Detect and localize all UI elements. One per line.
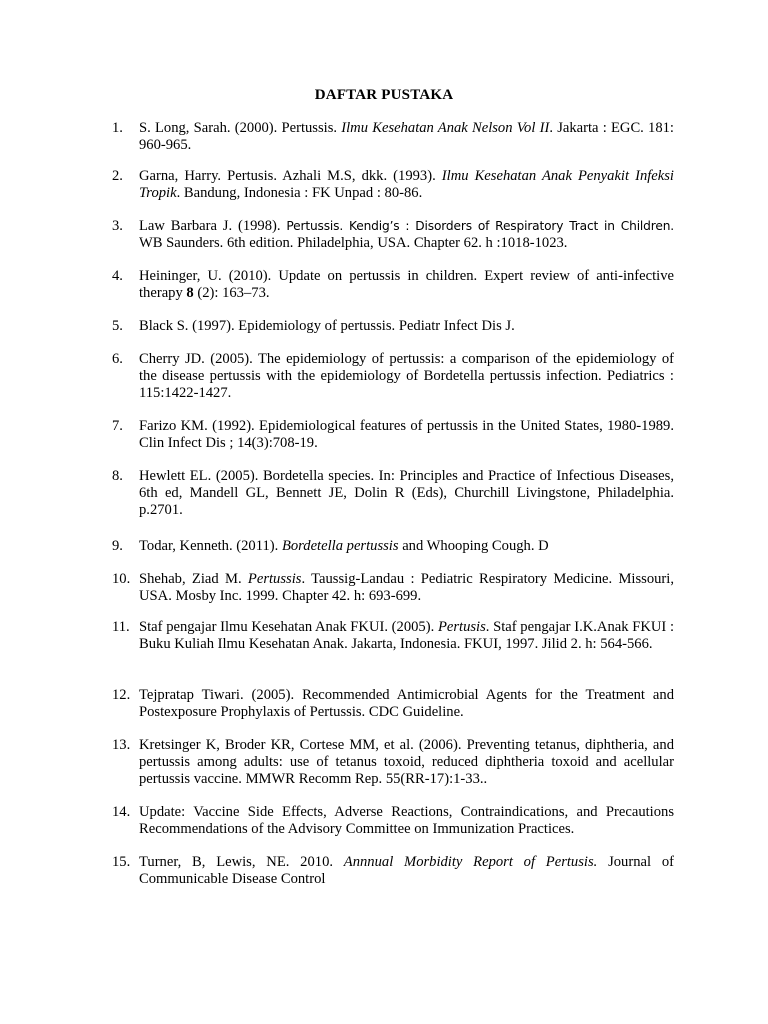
reference-text-segment: Black S. (1997). Epidemiology of pertussis. Pediatr Infect Dis J. — [139, 318, 515, 334]
reference-item-10 — [112, 571, 674, 605]
reference-number: 11. — [112, 619, 130, 635]
reference-text — [139, 468, 674, 518]
reference-item-3 — [112, 218, 674, 252]
reference-item-8 — [112, 468, 674, 519]
reference-text — [139, 854, 674, 887]
reference-text — [139, 168, 674, 201]
reference-text — [139, 538, 549, 554]
reference-text-segment: Bordetella pertussis — [281, 538, 399, 554]
reference-item-12 — [112, 687, 674, 721]
reference-text-segment: Hewlett EL. (2005). Bordetella species. In: Principles and Practice of Infectious Diseases, 6th ed, Mandell GL, Bennett JE, Dolin R (Eds), Churchill Livingstone, Philadelphia. p.2701. — [139, 468, 674, 518]
reference-number: 12. — [112, 687, 131, 703]
reference-text — [139, 571, 674, 604]
reference-number: 7. — [112, 418, 123, 434]
reference-text — [139, 804, 674, 837]
reference-text-segment: WB Saunders. 6th edition. Philadelphia, USA. Chapter 62. h :1018-1023. — [139, 235, 568, 251]
reference-text — [139, 687, 674, 720]
reference-number: 4. — [112, 268, 123, 284]
reference-text — [139, 120, 674, 153]
reference-text-segment: Pertussis. Kendig’s : Disorders of Respiratory Tract in Children. — [286, 219, 674, 233]
reference-text — [139, 619, 674, 652]
reference-text-segment: Ilmu Kesehatan Anak Nelson Vol II — [341, 120, 550, 136]
reference-text-segment: S. Long, Sarah. (2000). Pertussis. — [139, 120, 342, 136]
reference-text — [139, 737, 674, 787]
reference-text-segment: Pertusis — [437, 619, 486, 635]
reference-text-segment: Pertussis — [247, 571, 302, 587]
reference-text-segment: Update: Vaccine Side Effects, Adverse Reactions, Contraindications, and Precautions Recommendations of the Advisory Committee on Immunization Practices. — [139, 804, 674, 837]
reference-text-segment: . Taussig-Landau : Pediatric Respiratory Medicine. Missouri, USA. Mosby Inc. 1999. Chapter 42. h: 693-699. — [139, 571, 674, 604]
reference-number: 14. — [112, 804, 131, 820]
reference-item-14 — [112, 804, 674, 838]
reference-text-segment: Tejpratap Tiwari. (2005). Recommended Antimicrobial Agents for the Treatment and Postexposure Prophylaxis of Pertussis. CDC Guideline. — [139, 687, 674, 720]
reference-number: 13. — [112, 737, 131, 753]
page-title: DAFTAR PUSTAKA — [314, 87, 454, 103]
reference-text-segment: Law Barbara J. (1998). — [139, 218, 287, 234]
reference-number: 9. — [112, 538, 123, 554]
reference-number: 15. — [112, 854, 131, 870]
reference-text-segment: Annnual Morbidity Report of Pertusis. — [343, 854, 598, 870]
reference-text-segment: . Jakarta : EGC. 181: 960-965. — [139, 120, 674, 153]
reference-text-segment: Kretsinger K, Broder KR, Cortese MM, et al. (2006). Preventing tetanus, diphtheria, and pertussis among adults: use of tetanus toxoid, reduced diphtheria toxoid and acellular pertussis vaccine. MMWR Recomm Rep. 55(RR-17):1-33.. — [139, 737, 674, 787]
reference-item-15 — [112, 854, 674, 888]
reference-text-segment: (2): 163–73. — [193, 285, 270, 301]
reference-item-1 — [112, 120, 674, 154]
reference-text — [139, 418, 674, 451]
reference-item-2 — [112, 168, 674, 202]
reference-number: 3. — [112, 218, 123, 234]
reference-text — [139, 318, 515, 334]
reference-text-segment: Journal of Communicable Disease Control — [139, 854, 674, 887]
reference-number: 8. — [112, 468, 123, 484]
reference-text — [139, 268, 674, 301]
reference-text-segment: Ilmu Kesehatan Anak Penyakit Infeksi Tropik — [139, 168, 674, 201]
reference-text-segment: Cherry JD. (2005). The epidemiology of pertussis: a comparison of the epidemiology of the disease pertussis with the epidemiology of Bordetella pertussis infection. Pediatrics : 115:1422-1427. — [139, 351, 674, 401]
reference-text — [139, 351, 674, 401]
reference-text-segment: Farizo KM. (1992). Epidemiological features of pertussis in the United States, 1980-1989. Clin Infect Dis ; 14(3):708-19. — [139, 418, 674, 451]
reference-item-11 — [112, 619, 674, 653]
reference-text-segment: Turner, B, Lewis, NE. 2010. — [139, 854, 344, 870]
reference-number: 5. — [112, 318, 123, 334]
reference-text-segment: Garna, Harry. Pertusis. Azhali M.S, dkk. (1993). — [139, 168, 442, 184]
reference-text-segment: Staf pengajar Ilmu Kesehatan Anak FKUI. (2005). — [139, 619, 438, 635]
reference-text-segment: . Staf pengajar I.K.Anak FKUI : Buku Kuliah Ilmu Kesehatan Anak. Jakarta, Indonesia. FKUI, 1997. Jilid 2. h: 564-566. — [139, 619, 675, 652]
reference-text-segment: . Bandung, Indonesia : FK Unpad : 80-86. — [176, 185, 423, 201]
reference-number: 10. — [112, 571, 131, 587]
reference-text-segment: Todar, Kenneth. (2011). — [139, 538, 282, 554]
reference-item-7 — [112, 418, 674, 452]
reference-number: 2. — [112, 168, 123, 184]
reference-text-segment: Shehab, Ziad M. — [139, 571, 248, 587]
reference-item-6 — [112, 351, 674, 402]
reference-item-5 — [112, 318, 674, 335]
reference-number: 6. — [112, 351, 123, 367]
reference-item-4 — [112, 268, 674, 302]
reference-text-segment: 8 — [186, 285, 194, 301]
reference-number: 1. — [112, 120, 123, 136]
reference-text-segment: Heininger, U. (2010). Update on pertussis in children. Expert review of anti-infective therapy — [139, 268, 674, 301]
reference-text-segment: and Whooping Cough. D — [398, 538, 549, 554]
reference-item-9 — [112, 538, 674, 555]
reference-item-13 — [112, 737, 674, 788]
reference-text — [139, 218, 674, 251]
